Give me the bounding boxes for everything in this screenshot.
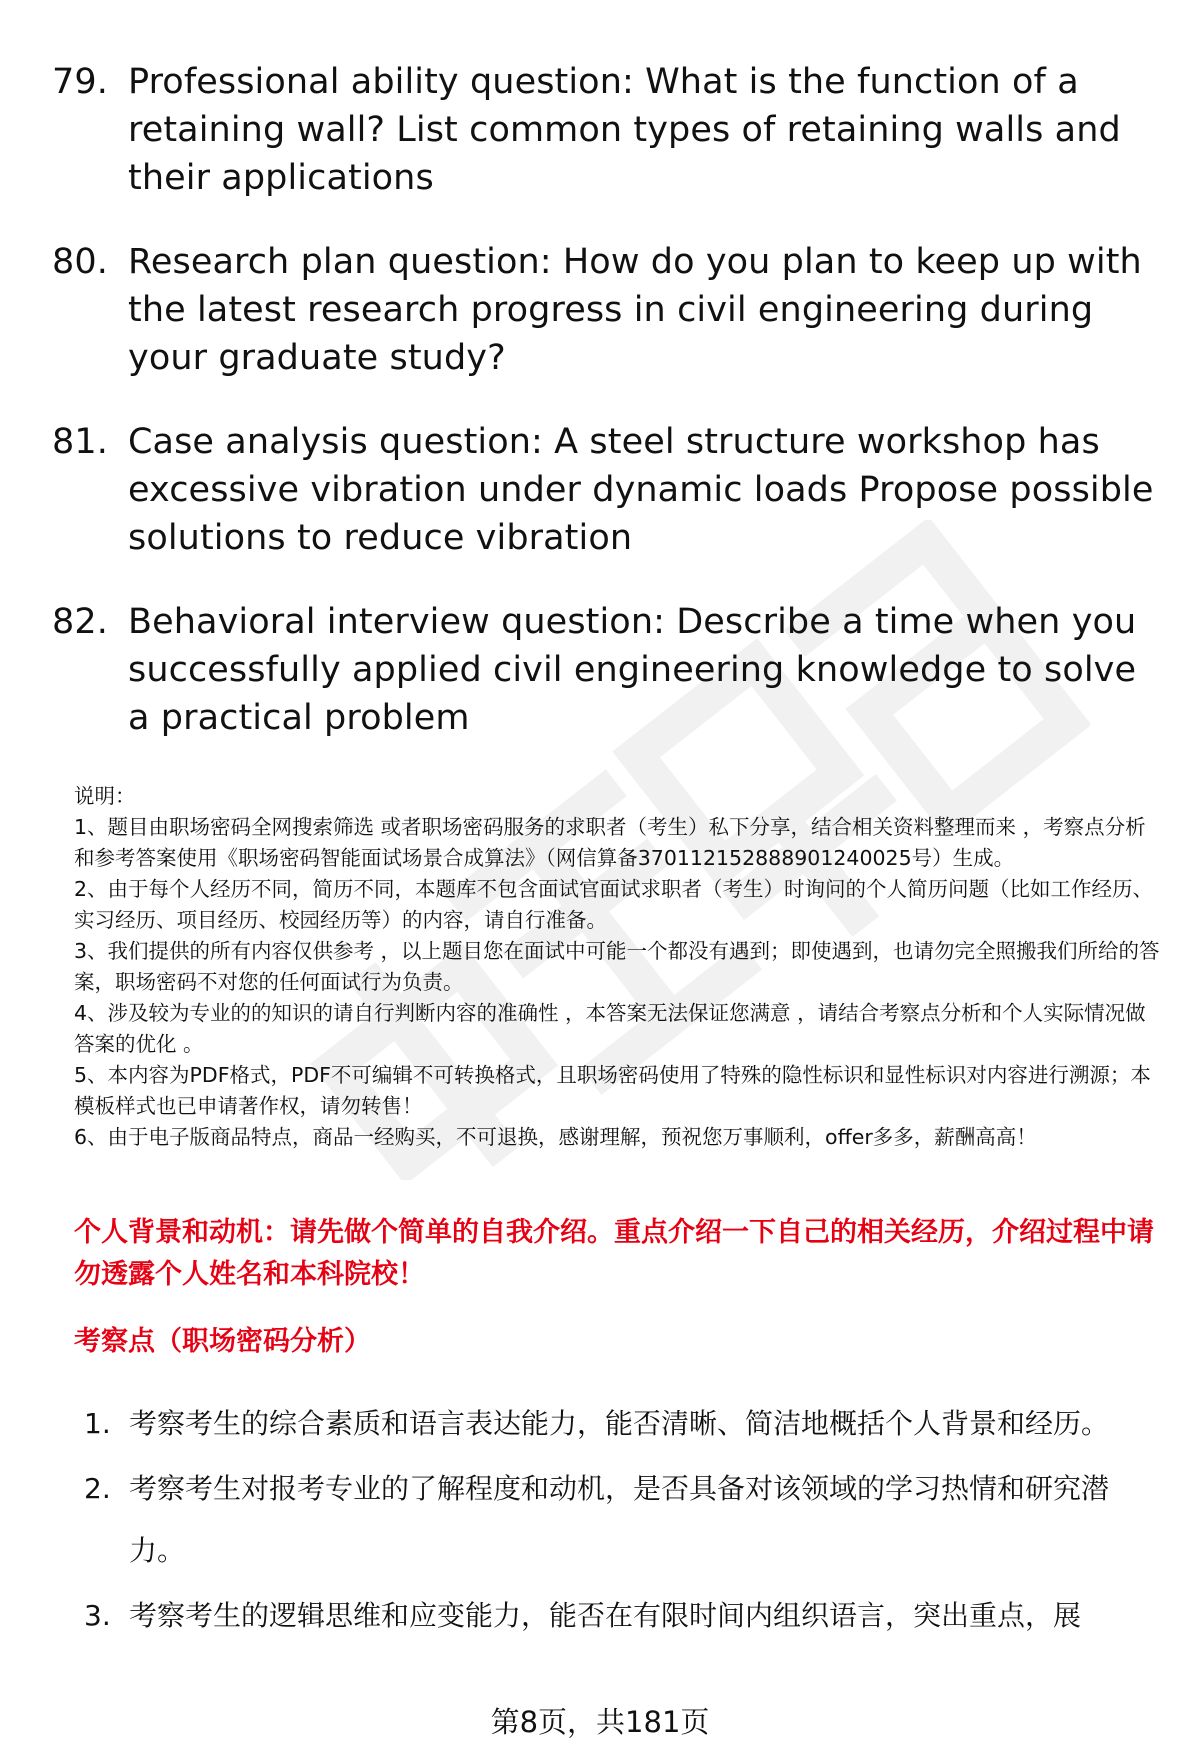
question-item [52,418,1162,562]
note-item: 3、我们提供的所有内容仅供参考 ，以上题目您在面试中可能一个都没有遇到；即使遇到，也请勿完全照搬我们所给的答案，职场密码不对您的任何面试行为负责。 [74,939,1160,994]
question-number: 82. [52,602,108,642]
points-title: 考察点（职场密码分析） [74,1326,371,1357]
question-item [52,598,1162,742]
question-text: Research plan question: How do you plan to keep up with the latest research progress in civil engineering during your graduate study? [128,242,1142,378]
question-number: 81. [52,422,108,462]
notes-title: 说明： [74,784,136,808]
list-item [84,1393,1164,1455]
point-number: 2. [84,1472,111,1505]
note-item: 1、题目由职场密码全网搜索筛选 或者职场密码服务的求职者（考生）私下分享，结合相关资料整理而来 ，考察点分析和参考答案使用《职场密码智能面试场景合成算法》（网信算备370112152888901240025号）生成。 [74,815,1146,870]
note-item: 6、由于电子版商品特点，商品一经购买，不可退换，感谢理解，预祝您万事顺利，offer多多，薪酬高高！ [74,1125,1037,1149]
point-text: 考察考生对报考专业的了解程度和动机，是否具备对该领域的学习热情和研究潜力。 [129,1472,1110,1567]
question-number: 80. [52,242,108,282]
list-item [84,1458,1164,1582]
question-text: Behavioral interview question: Describe a time when you successfully applied civil engineering knowledge to solve a practical problem [128,602,1137,738]
question-number: 79. [52,62,108,102]
point-number: 1. [84,1407,111,1440]
question-text: Professional ability question: What is the function of a retaining wall? List common types of retaining walls and their applications [128,62,1121,198]
points-list [84,1393,1164,1650]
note-item: 5、本内容为PDF格式，PDF不可编辑不可转换格式，且职场密码使用了特殊的隐性标识和显性标识对内容进行溯源；本模板样式也已申请著作权，请勿转售！ [74,1063,1151,1118]
question-list [52,58,1162,778]
list-item [84,1585,1164,1647]
question-text: Case analysis question: A steel structure workshop has excessive vibration under dynamic loads Propose possible solutions to reduce vibration [128,422,1154,558]
point-text: 考察考生的综合素质和语言表达能力，能否清晰、简洁地概括个人背景和经历。 [129,1407,1110,1440]
question-item [52,58,1162,202]
note-item: 2、由于每个人经历不同，简历不同，本题库不包含面试官面试求职者（考生）时询问的个人简历问题（比如工作经历、实习经历、项目经历、校园经历等）的内容，请自行准备。 [74,877,1154,932]
question-item [52,238,1162,382]
page-footer [0,1702,1200,1742]
note-item: 4、涉及较为专业的的知识的请自行判断内容的准确性 ，本答案无法保证您满意 ，请结合考察点分析和个人实际情况做答案的优化 。 [74,1001,1146,1056]
point-number: 3. [84,1599,111,1632]
notes-section [74,781,1164,1153]
point-text: 考察考生的逻辑思维和应变能力，能否在有限时间内组织语言，突出重点，展 [129,1599,1082,1632]
page-number: 第8页，共181页 [485,1702,716,1742]
section-heading: 个人背景和动机：请先做个简单的自我介绍。重点介绍一下自己的相关经历，介绍过程中请勿透露个人姓名和本科院校！ [74,1217,1154,1290]
